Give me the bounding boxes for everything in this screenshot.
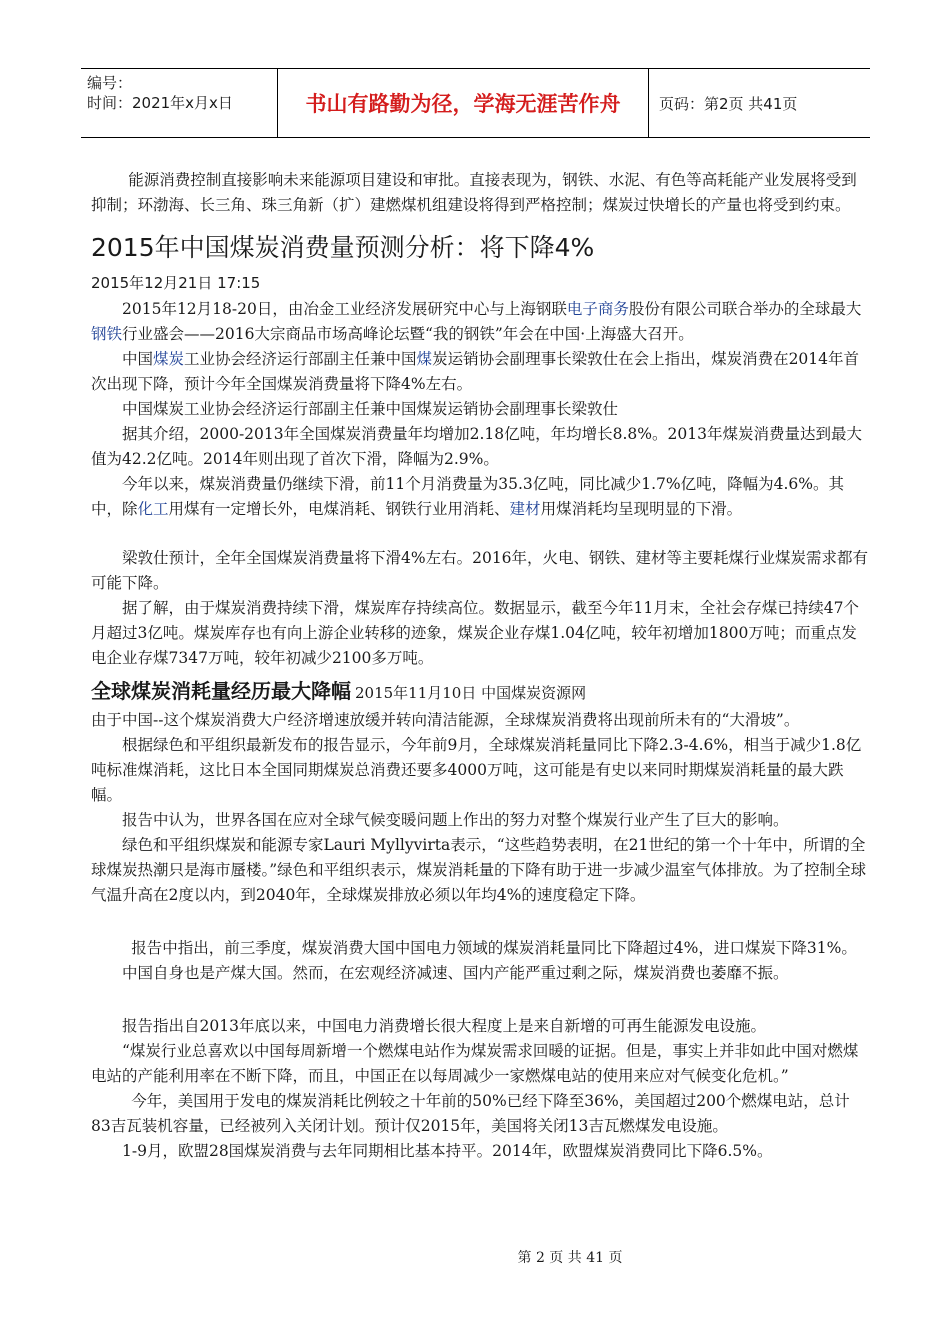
page-header — [81, 68, 870, 138]
document-body — [91, 168, 869, 1164]
time-label: 时间：2021年x月x日 — [87, 94, 233, 112]
article1-date: 2015年12月21日 17:15 — [91, 274, 261, 292]
article1-title: 2015年中国煤炭消费量预测分析：将下降4% — [91, 233, 595, 262]
article1-paragraph-2: 中国煤炭工业协会经济运行部副主任兼中国煤炭运销协会副理事长梁敦仕在会上指出，煤炭消费在2014年首次出现下降，预计今年全国煤炭消费量将下降4%左右。 — [91, 350, 860, 393]
link-coal-2[interactable]: 煤 — [416, 350, 433, 368]
article2-paragraph-1: 由于中国--这个煤炭消费大户经济增速放缓并转向清洁能源，全球煤炭消费将出现前所未有的“大滑坡”。 — [91, 711, 800, 729]
article1-paragraph-4: 据其介绍，2000-2013年全国煤炭消费量年均增加2.18亿吨，年均增长8.8%。2013年煤炭消费量达到最大值为42.2亿吨。2014年则出现了首次下滑，降幅为2.9%。 — [91, 425, 862, 468]
article1-paragraph-1: 2015年12月18-20日，由冶金工业经济发展研究中心与上海钢联电子商务股份有限公司联合举办的全球最大钢铁行业盛会——2016大宗商品市场高峰论坛暨“我的钢铁”年会在中国·上海盛大召开。 — [91, 300, 862, 343]
article2-paragraph-4: 绿色和平组织煤炭和能源专家Lauri Myllyvirta表示，“这些趋势表明，在21世纪的第一个十年中，所谓的全球煤炭热潮只是海市蜃楼。”绿色和平组织表示，煤炭消耗量的下降有助于进一步减少温室气体排放。为了控制全球气温升高在2度以内，到2040年，全球煤炭排放必须以年均4%的速度稳定下降。 — [91, 836, 867, 904]
article1-paragraph-6: 梁敦仕预计，全年全国煤炭消费量将下滑4%左右。2016年，火电、钢铁、建材等主要耗煤行业煤炭需求都有可能下降。 — [91, 549, 869, 592]
article2-paragraph-2: 根据绿色和平组织最新发布的报告显示，今年前9月，全球煤炭消耗量同比下降2.3-4.6%，相当于减少1.8亿吨标准煤消耗，这比日本全国同期煤炭总消费还要多4000万吨，这可能是有史以来同时期煤炭消耗量的最大跌幅。 — [91, 736, 862, 804]
article2-paragraph-3: 报告中认为，世界各国在应对全球气候变暖问题上作出的努力对整个煤炭行业产生了巨大的影响。 — [122, 811, 789, 829]
header-motto: 书山有路勤为径，学海无涯苦作舟 — [278, 69, 649, 137]
article2-paragraph-9: 今年，美国用于发电的煤炭消耗比例较之十年前的50%已经下降至36%，美国超过200个燃煤电站，总计83吉瓦装机容量，已经被列入关闭计划。预计仅2015年，美国将关闭13吉瓦燃煤发电设施。 — [91, 1092, 850, 1135]
header-meta — [81, 69, 278, 137]
link-building-materials[interactable]: 建材 — [509, 500, 541, 518]
article2-meta: 2015年11月10日 中国煤炭资源网 — [355, 684, 587, 702]
article2-heading — [91, 676, 869, 708]
article1-paragraph-5: 今年以来，煤炭消费量仍继续下滑，前11个月消费量为35.3亿吨，同比减少1.7%亿吨，降幅为4.6%。其中，除化工用煤有一定增长外，电煤消耗、钢铁行业用消耗、建材用煤消耗均呈现明显的下滑。 — [91, 475, 844, 518]
article2-paragraph-5: 报告中指出，前三季度，煤炭消费大国中国电力领域的煤炭消耗量同比下降超过4%，进口煤炭下降31%。 — [131, 939, 857, 957]
intro-paragraph: 能源消费控制直接影响未来能源项目建设和审批。直接表现为，钢铁、水泥、有色等高耗能产业发展将受到抑制；环渤海、长三角、珠三角新（扩）建燃煤机组建设将得到严格控制；煤炭过快增长的产量也将受到约束。 — [91, 171, 857, 214]
header-page-info: 页码：第2页 共41页 — [659, 94, 798, 113]
link-coal[interactable]: 煤炭 — [153, 350, 185, 368]
article2-paragraph-10: 1-9月，欧盟28国煤炭消费与去年同期相比基本持平。2014年，欧盟煤炭消费同比下降6.5%。 — [122, 1142, 773, 1160]
link-ecommerce[interactable]: 电子商务 — [566, 300, 629, 318]
number-label: 编号： — [87, 74, 133, 92]
link-steel[interactable]: 钢铁 — [91, 325, 123, 343]
article2-paragraph-8: “煤炭行业总喜欢以中国每周新增一个燃煤电站作为煤炭需求回暖的证据。但是，事实上并非如此中国对燃煤电站的产能利用率在不断下降，而且，中国正在以每周减少一家燃煤电站的使用来应对气候变化危机。” — [91, 1042, 859, 1085]
article1-paragraph-3: 中国煤炭工业协会经济运行部副主任兼中国煤炭运销协会副理事长梁敦仕 — [122, 400, 619, 418]
article2-title: 全球煤炭消耗量经历最大降幅 — [91, 679, 351, 703]
page-footer: 第 2 页 共 41 页 — [517, 1250, 623, 1266]
article1-paragraph-7: 据了解，由于煤炭消费持续下滑，煤炭库存持续高位。数据显示，截至今年11月末，全社会存煤已持续47个月超过3亿吨。煤炭库存也有向上游企业转移的迹象，煤炭企业存煤1.04亿吨，较年初增加1800万吨；而重点发电企业存煤7347万吨，较年初减少2100多万吨。 — [91, 599, 859, 667]
link-chemical[interactable]: 化工 — [137, 500, 169, 518]
article2-paragraph-6: 中国自身也是产煤大国。然而，在宏观经济减速、国内产能严重过剩之际，煤炭消费也萎靡不振。 — [122, 964, 789, 982]
article2-paragraph-7: 报告指出自2013年底以来，中国电力消费增长很大程度上是来自新增的可再生能源发电设施。 — [122, 1017, 766, 1035]
